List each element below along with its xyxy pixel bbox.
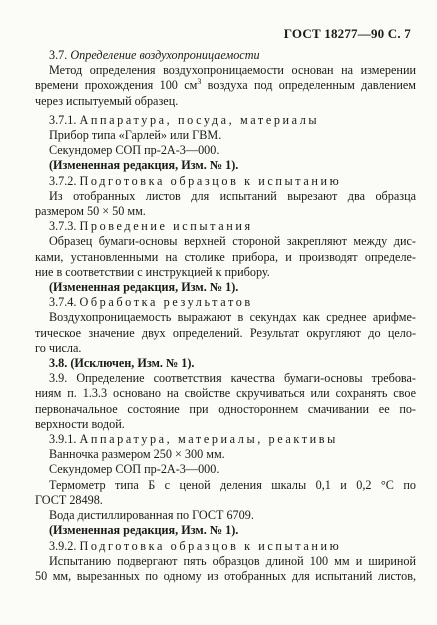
section-number: 3.7. — [49, 48, 71, 62]
text-span: Образец бумаги-основы верхней стороной закрепляют между дис- — [49, 234, 416, 249]
text-line — [35, 356, 416, 371]
text-line — [35, 508, 416, 523]
section-heading — [35, 174, 416, 189]
text-span: 3.9. Определение соответствия качества бумаги-основы требова- — [49, 371, 416, 386]
section-heading — [35, 219, 416, 234]
text-line — [35, 310, 416, 325]
text-line — [35, 280, 416, 295]
text-span: Метод определения воздухопроницаемости основан на измерении — [49, 63, 416, 78]
text-line — [35, 523, 416, 538]
text-line — [35, 265, 416, 280]
text-span: тическое значение двух определений. Результат округляют до цело- — [35, 325, 416, 340]
section-number: 3.7.4. — [49, 295, 80, 310]
text-line — [35, 204, 416, 219]
text-line — [35, 63, 416, 78]
text-line — [35, 158, 416, 173]
section-heading — [35, 432, 416, 447]
text-line — [35, 386, 416, 401]
text-span: 50 мм, вырезанных по одному из отобранных для испытаний листов, — [35, 568, 416, 583]
text-span: первоначальное состояние при одностороннем смачивании ее по- — [35, 401, 416, 416]
text-line — [35, 402, 416, 417]
text-line — [35, 78, 416, 93]
text-span: Термометр типа Б с ценой деления шкалы 0,1 и 0,2 °С по — [49, 477, 416, 492]
text-span: (Измененная редакция, Изм. № 1). — [49, 158, 239, 173]
text-span: ками, установленными на столике прибора, и производят определе- — [35, 249, 416, 264]
section-title: Обработка результатов — [79, 295, 253, 310]
section-title: Аппаратура, посуда, материалы — [79, 112, 320, 127]
text-line — [35, 94, 416, 109]
text-line — [35, 341, 416, 356]
section-number: 3.7.2. — [49, 173, 80, 188]
text-span: (Измененная редакция, Изм. № 1). — [49, 523, 239, 538]
text-span: ние в соответствии с инструкцией к прибору. — [35, 264, 270, 279]
text-span: Секундомер СОП пр-2А-3—000. — [49, 143, 220, 158]
text-line — [35, 478, 416, 493]
text-span: ниям п. 1.3.3 основано на свойстве скручиваться или сохранять свое — [35, 386, 416, 401]
superscript: 3 — [197, 78, 202, 87]
text-line — [35, 250, 416, 265]
text-line — [35, 554, 416, 569]
section-number: 3.9.1. — [49, 432, 80, 447]
text-span: времени прохождения 100 см — [35, 78, 198, 93]
text-span: Из отобранных листов для испытаний вырезают два образца — [49, 188, 416, 203]
text-line — [35, 493, 416, 508]
text-line — [35, 234, 416, 249]
section-number: 3.7.3. — [49, 219, 80, 234]
text-line — [35, 143, 416, 158]
section-number: 3.7.1. — [49, 112, 80, 127]
page-header: ГОСТ 18277—90 С. 7 — [283, 26, 411, 41]
section-number: 3.9.2. — [49, 538, 80, 553]
section-title: Подготовка образцов к испытанию — [79, 173, 342, 188]
text-line — [35, 326, 416, 341]
text-line — [35, 128, 416, 143]
text-span: (Измененная редакция, Изм. № 1). — [49, 280, 239, 295]
text-line — [35, 417, 416, 432]
document-body — [35, 48, 416, 584]
section-title: Подготовка образцов к испытанию — [79, 538, 342, 553]
text-span: Секундомер СОП пр-2А-3—000. — [49, 462, 220, 477]
text-line — [35, 371, 416, 386]
section-title: Проведение испытания — [79, 219, 253, 234]
text-span: Воздухопроницаемость выражают в секундах как среднее арифме- — [49, 310, 416, 325]
text-span: 3.8. (Исключен, Изм. № 1). — [49, 356, 195, 371]
section-heading — [35, 295, 416, 310]
text-span: размером 50 × 50 мм. — [35, 204, 146, 219]
text-line — [35, 569, 416, 584]
text-line — [35, 189, 416, 204]
text-span: го числа. — [35, 340, 82, 355]
text-span: Ванночка размером 250 × 300 мм. — [49, 447, 225, 462]
section-title: Аппаратура, материалы, реактивы — [79, 432, 338, 447]
section-heading — [35, 539, 416, 554]
text-span: воздуха под определенным давлением — [201, 78, 416, 93]
text-span: Прибор типа «Гарлей» или ГВМ. — [49, 128, 222, 143]
text-span: через испытуемый образец. — [35, 93, 179, 108]
text-line — [35, 447, 416, 462]
text-span: Вода дистиллированная по ГОСТ 6709. — [49, 508, 254, 523]
section-heading — [35, 48, 416, 63]
text-span: Испытанию подвергают пять образцов длиной 100 мм и шириной — [49, 553, 416, 568]
section-heading — [35, 113, 416, 128]
text-line — [35, 462, 416, 477]
text-span: ГОСТ 28498. — [35, 492, 103, 507]
section-title: Определение воздухопроницаемости — [70, 48, 260, 62]
text-span: верхности водой. — [35, 416, 125, 431]
